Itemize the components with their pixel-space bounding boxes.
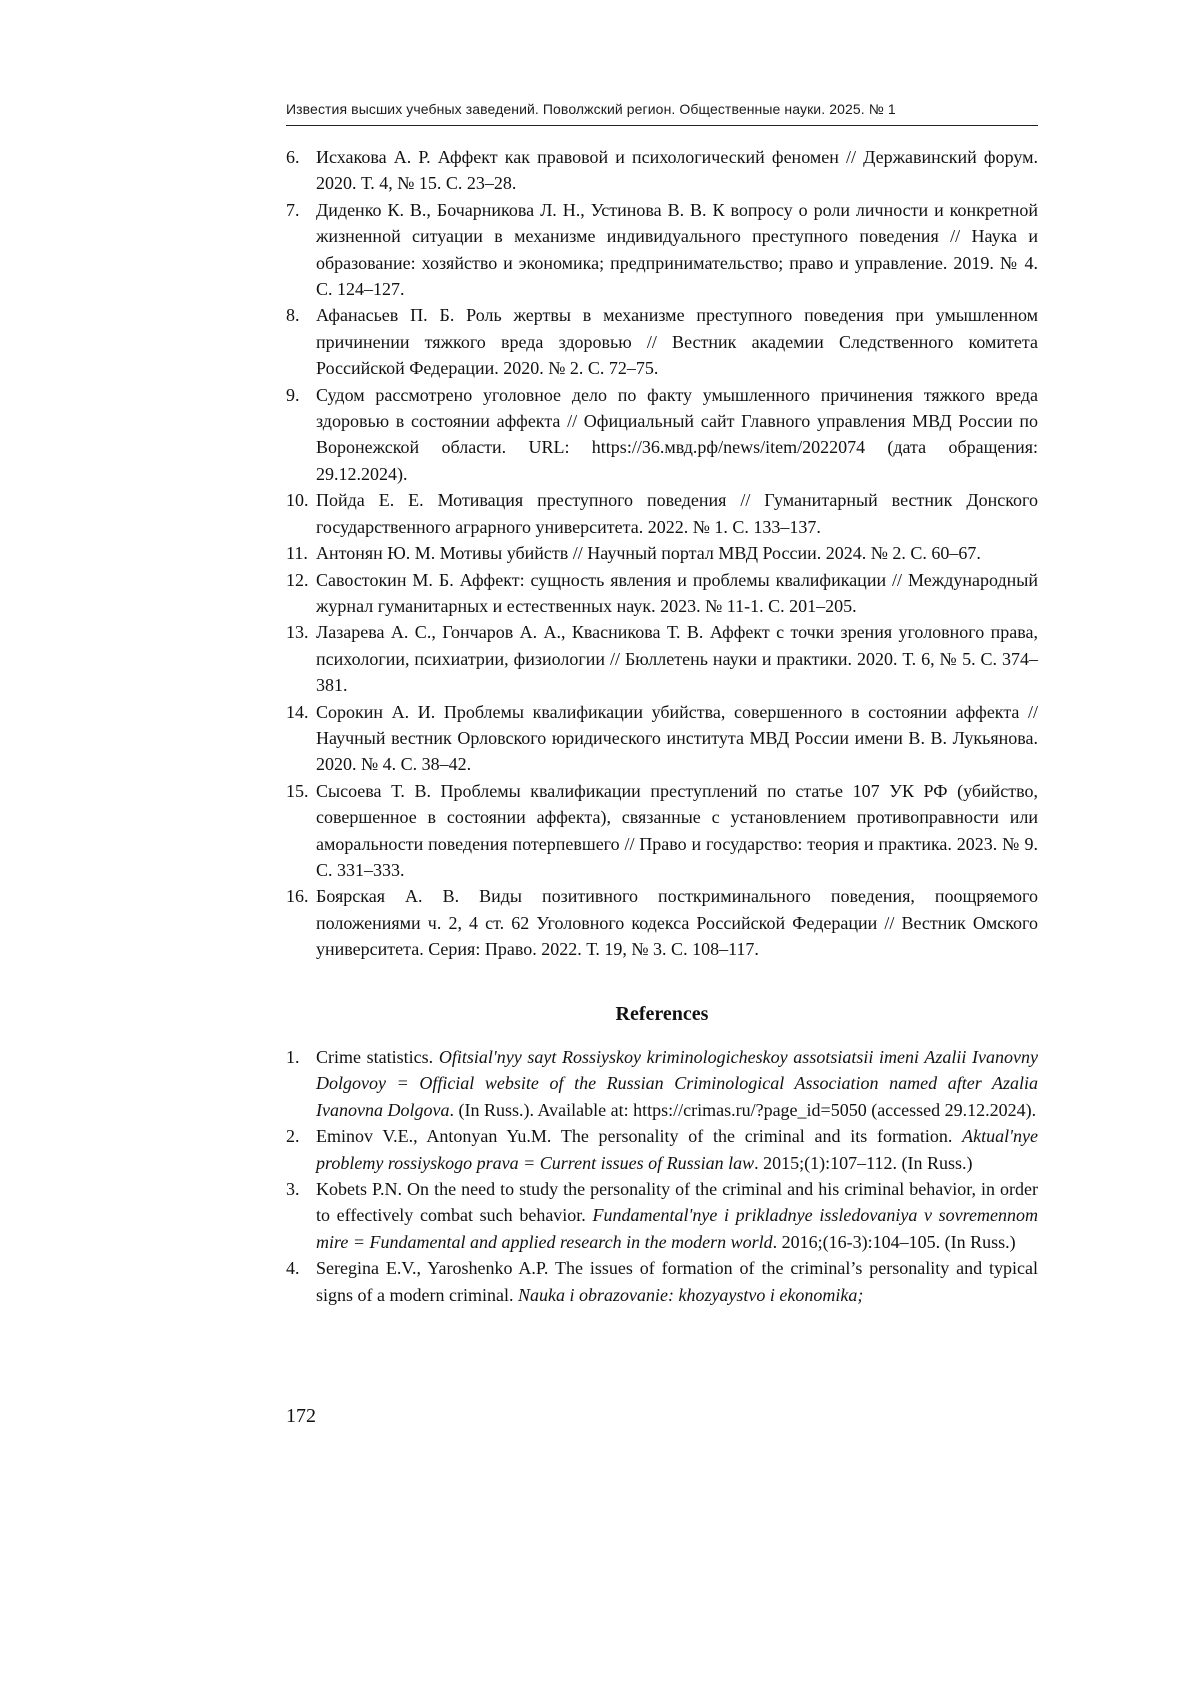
references-heading: References (615, 1003, 709, 1025)
reference-authors-title: Eminov V.E., Antonyan Yu.M. The personality of the criminal and its formation. (316, 1126, 963, 1147)
reference-text: Лазарева А. С., Гончаров А. А., Квасникова Т. В. Аффект с точки зрения уголовного права, психологии, психиатрии, физиологии // Бюллетень науки и практики. 2020. Т. 6, № 5. С. 374–381. (316, 622, 1038, 696)
reference-authors-title: Kobets P.N. On the need to study the personality of the criminal and his criminal behavior, in order to effectively combat such behavior. (316, 1179, 1038, 1226)
reference-text (316, 1176, 1038, 1255)
reference-number: 7. (286, 199, 300, 220)
reference-number: 13. (286, 622, 309, 643)
reference-source-title: Aktual'nye problemy rossiyskogo prava = Current issues of Russian law (316, 1126, 1038, 1173)
reference-item (286, 778, 1038, 884)
reference-number: 12. (286, 569, 309, 590)
reference-item (286, 1123, 1038, 1176)
reference-text: Боярская А. В. Виды позитивного посткриминального поведения, поощряемого положениями ч. 2, 4 ст. 62 Уголовного кодекса Российской Федерации // Вестник Омского университета. Серия: Право. 2022. Т. 19, № 3. С. 108–117. (316, 886, 1038, 960)
reference-number: 16. (286, 886, 309, 907)
reference-item (286, 540, 1038, 566)
reference-text (316, 1255, 1038, 1308)
reference-item (286, 699, 1038, 778)
reference-text: Антонян Ю. М. Мотивы убийств // Научный портал МВД России. 2024. № 2. С. 60–67. (316, 543, 981, 564)
reference-item (286, 1255, 1038, 1308)
reference-text: Сысоева Т. В. Проблемы квалификации преступлений по статье 107 УК РФ (убийство, совершенное в состоянии аффекта), связанные с установлением противоправности или аморальности поведения потерпевшего // Право и государство: теория и практика. 2023. № 9. С. 331–333. (316, 780, 1038, 880)
reference-text (316, 1123, 1038, 1176)
reference-item (286, 883, 1038, 962)
reference-number: 3. (286, 1179, 300, 1200)
reference-number: 10. (286, 490, 309, 511)
reference-text: Пойда Е. Е. Мотивация преступного поведения // Гуманитарный вестник Донского государственного аграрного университета. 2022. № 1. С. 133–137. (316, 490, 1038, 537)
reference-text: Исхакова А. Р. Аффект как правовой и психологический феномен // Державинский форум. 2020. Т. 4, № 15. С. 23–28. (316, 147, 1038, 194)
reference-details: . 2015;(1):107–112. (In Russ.) (754, 1152, 973, 1173)
reference-text: Диденко К. В., Бочарникова Л. Н., Устинова В. В. К вопросу о роли личности и конкретной жизненной ситуации в механизме индивидуального преступного поведения // Наука и образование: хозяйство и экономика; предпринимательство; право и управление. 2019. № 4. С. 124–127. (316, 199, 1038, 300)
reference-text: Савостокин М. Б. Аффект: сущность явления и проблемы квалификации // Международный журнал гуманитарных и естественных наук. 2023. № 11-1. С. 201–205. (316, 569, 1038, 616)
header-divider (286, 125, 1038, 126)
reference-number: 1. (286, 1047, 300, 1067)
reference-number: 9. (286, 384, 300, 405)
reference-source-title: Fundamental'nye i prikladnye issledovaniya v sovremennom mire = Fundamental and applied research in the modern world (316, 1205, 1038, 1252)
running-header: Известия высших учебных заведений. Поволжский регион. Общественные науки. 2025. № 1 (286, 101, 896, 117)
reference-number: 11. (286, 543, 308, 564)
reference-authors-title: Crime statistics. (316, 1047, 439, 1067)
reference-item (286, 382, 1038, 488)
reference-text: Сорокин А. И. Проблемы квалификации убийства, совершенного в состоянии аффекта // Научный вестник Орловского юридического института МВД России имени В. В. Лукьянова. 2020. № 4. С. 38–42. (316, 701, 1038, 775)
reference-source-title: Nauka i obrazovanie: khozyaystvo i ekonomika; (517, 1284, 864, 1305)
reference-number: 4. (286, 1258, 300, 1279)
reference-number: 6. (286, 147, 300, 167)
reference-authors-title: Seregina E.V., Yaroshenko A.P. The issues of formation of the criminal’s personality and typical signs of a modern criminal. (316, 1258, 1038, 1305)
reference-source-title: Ofitsial'nyy sayt Rossiyskoy kriminologicheskoy assotsiatsii imeni Azalii Ivanovny Dolgovoy = Official website of the Russian Criminological Association named after Azalia Ivanovna Dolgova (316, 1047, 1038, 1120)
reference-item (286, 567, 1038, 620)
reference-number: 14. (286, 701, 309, 722)
reference-item (286, 487, 1038, 540)
english-reference-list (286, 1044, 1038, 1308)
reference-item (286, 144, 1038, 197)
reference-text: Судом рассмотрено уголовное дело по факту умышленного причинения тяжкого вреда здоровью в состоянии аффекта // Официальный сайт Главного управления МВД России по Воронежской области. URL: https://36.мвд.рф/news/item/2022074 (дата обращения: 29.12.2024). (316, 384, 1038, 484)
reference-item (286, 1044, 1038, 1123)
reference-item (286, 1176, 1038, 1255)
reference-number: 2. (286, 1126, 300, 1147)
reference-item (286, 302, 1038, 381)
reference-number: 15. (286, 780, 309, 801)
reference-number: 8. (286, 305, 300, 326)
reference-item (286, 197, 1038, 303)
reference-text: Афанасьев П. Б. Роль жертвы в механизме преступного поведения при умышленном причинении тяжкого вреда здоровью // Вестник академии Следственного комитета Российской Федерации. 2020. № 2. С. 72–75. (316, 305, 1038, 379)
russian-reference-list (286, 144, 1038, 963)
reference-text (316, 1044, 1038, 1123)
page-number: 172 (286, 1405, 316, 1427)
reference-details: . 2016;(16-3):104–105. (In Russ.) (772, 1231, 1016, 1252)
reference-details: . (In Russ.). Available at: https://crimas.ru/?page_id=5050 (accessed 29.12.2024). (449, 1099, 1037, 1120)
reference-item (286, 619, 1038, 698)
